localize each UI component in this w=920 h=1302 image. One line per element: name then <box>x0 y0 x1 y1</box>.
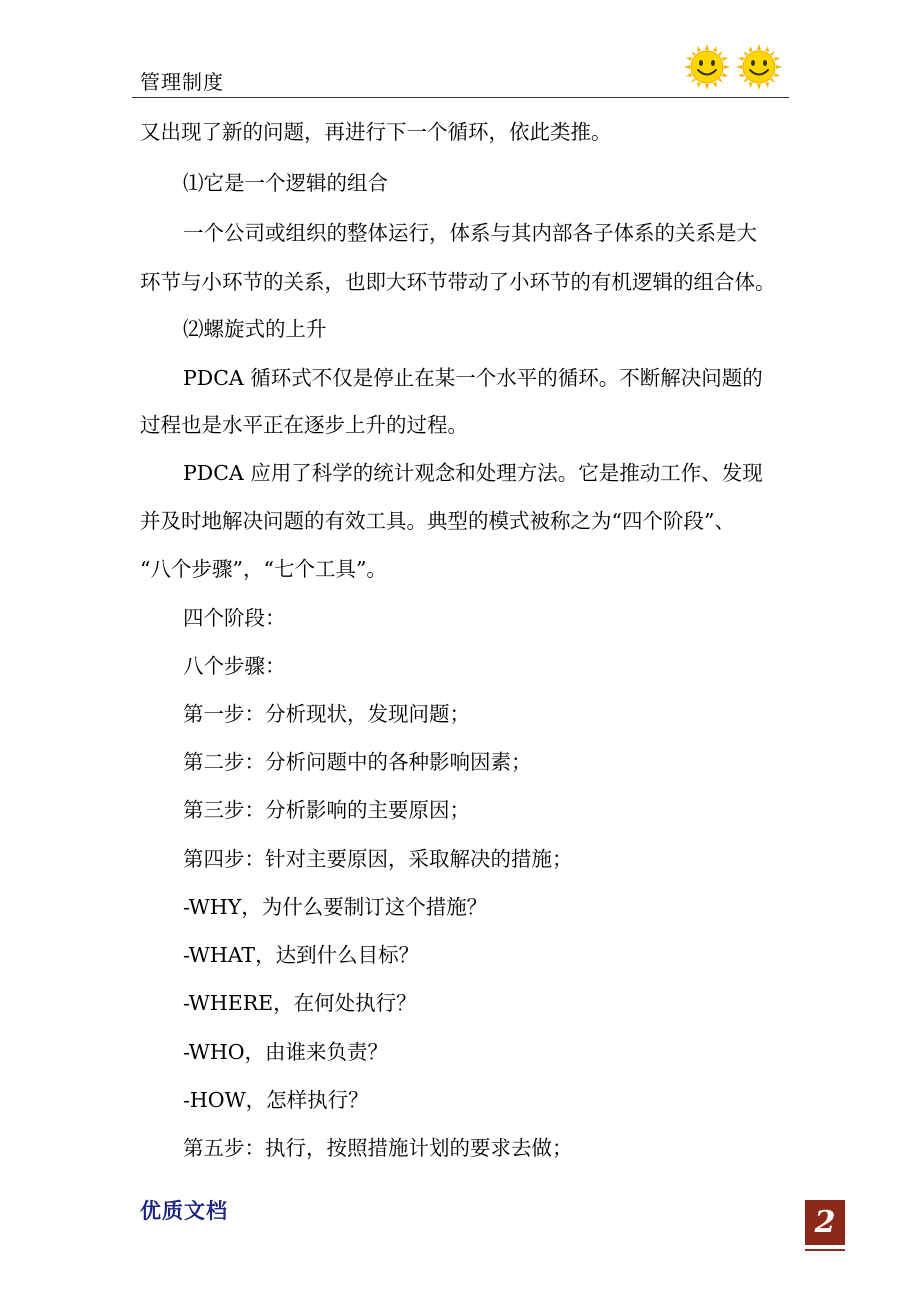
body-line: -WHO，由谁来负责？ <box>183 1040 389 1064</box>
body-line: 并及时地解决问题的有效工具。典型的模式被称之为“四个阶段”、 <box>140 509 735 533</box>
body-line: 第二步：分析问题中的各种影响因素； <box>183 750 532 774</box>
body-line: -WHY，为什么要制订这个措施？ <box>183 895 488 919</box>
smiley-sun-icon <box>736 44 782 90</box>
body-line: 第三步：分析影响的主要原因； <box>183 798 470 822</box>
body-line: ⑵螺旋式的上升 <box>183 317 327 341</box>
body-line: -WHERE，在何处执行？ <box>183 991 417 1015</box>
body-line: 一个公司或组织的整体运行，体系与其内部各子体系的关系是大 <box>183 221 757 245</box>
body-line: 过程也是水平正在逐步上升的过程。 <box>140 413 468 437</box>
page-number-badge: 2 <box>805 1200 845 1245</box>
body-line: “八个步骤”，“七个工具”。 <box>140 557 387 581</box>
header-divider <box>132 97 789 98</box>
body-line: -WHAT，达到什么目标？ <box>183 943 420 967</box>
body-line: 第一步：分析现状，发现问题； <box>183 702 470 726</box>
body-line: 八个步骤： <box>183 654 286 678</box>
page-badge-underline <box>805 1249 845 1251</box>
body-line: ⑴它是一个逻辑的组合 <box>183 171 388 195</box>
body-line: 四个阶段： <box>183 606 286 630</box>
body-line: 第五步：执行，按照措施计划的要求去做； <box>183 1136 573 1160</box>
body-line: -HOW，怎样执行？ <box>183 1088 369 1112</box>
body-line: 环节与小环节的关系，也即大环节带动了小环节的有机逻辑的组合体。 <box>140 270 776 294</box>
body-line: 第四步：针对主要原因，采取解决的措施； <box>183 847 573 871</box>
smiley-sun-icon <box>684 44 730 90</box>
body-line: 又出现了新的问题，再进行下一个循环，依此类推。 <box>140 120 612 144</box>
footer-brand: 优质文档 <box>140 1199 228 1223</box>
body-line: PDCA 循环式不仅是停止在某一个水平的循环。不断解决问题的 <box>183 366 763 390</box>
header-title: 管理制度 <box>140 70 224 94</box>
body-line: PDCA 应用了科学的统计观念和处理方法。它是推动工作、发现 <box>183 461 763 485</box>
